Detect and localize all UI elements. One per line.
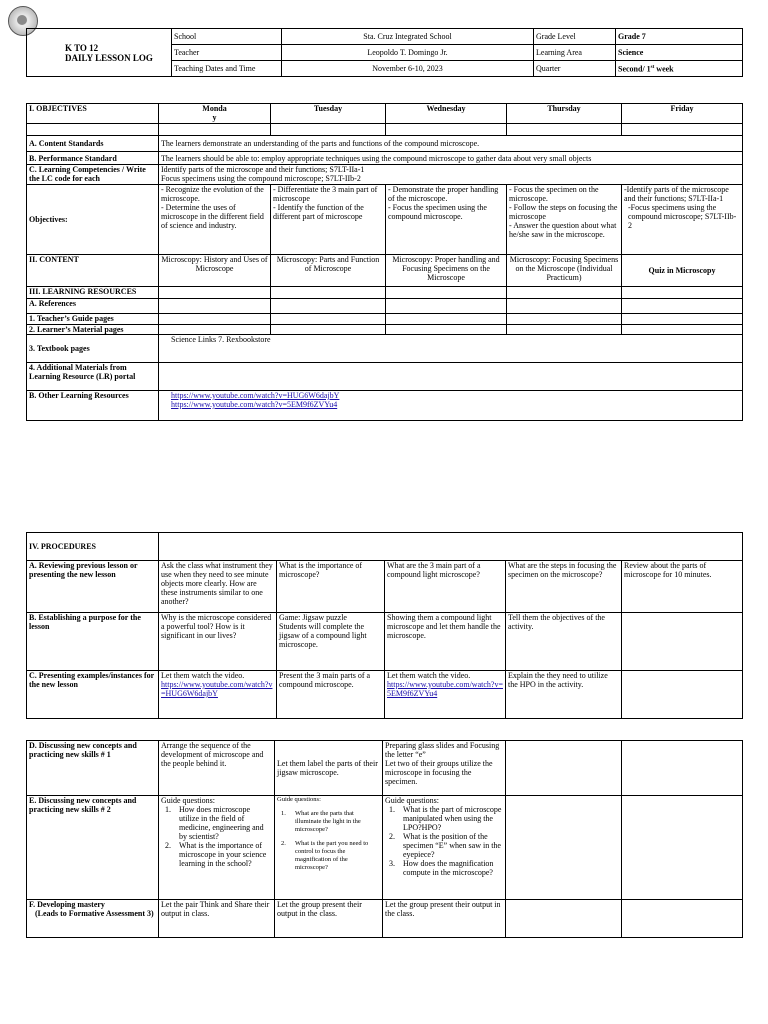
day-monday: Monda y [159,104,271,124]
reviewing-wednesday: What are the 3 main part of a compound light microscope? [385,561,506,613]
objectives-wednesday: - Demonstrate the proper handling of the microscope. - Focus the specimen using the compound microscope. [386,185,507,255]
developing-mastery-label: F. Developing mastery (Leads to Formative Assessment 3) [27,900,159,938]
discussing-2-tuesday: Guide questions: 1. What are the parts that illuminate the light in the microscope? 2. What is the part you need to control to focus the magnification of the microscope? [275,796,383,900]
learning-competencies-value: Identify parts of the microscope and their functions; S7LT-IIa-1 Focus specimens using the compound microscope; S7LT-IIb-2 [159,165,743,185]
purpose-wednesday: Showing them a compound light microscope and let them handle the microscope. [385,613,506,671]
purpose-label: B. Establishing a purpose for the lesson [27,613,159,671]
teachers-guide-label: 1. Teacher’s Guide pages [27,314,159,325]
reviewing-tuesday: What is the importance of microscope? [277,561,385,613]
dates-label: Teaching Dates and Time [172,61,282,77]
log-title-line1: K TO 12 [65,42,99,53]
learning-competencies-label: C. Learning Competencies / Write the LC code for each [27,165,159,185]
objectives-label: Objectives: [27,185,159,255]
mastery-monday: Let the pair Think and Share their output in class. [159,900,275,938]
discussing-2-wednesday: Guide questions: 1. What is the part of microscope manipulated when using the LPO?HPO? 2. What is the position of the specimen “E” when saw in the eyepiece? 3. How does the magnification compute in the microscope? [383,796,506,900]
day-thursday: Thursday [507,104,622,124]
mastery-tuesday: Let the group present their output in the class. [275,900,383,938]
discussing-2-monday: Guide questions: 1. How does microscope utilize in the field of medicine, engineering and by scientist? 2. What is the importance of microscope in your science learning in the school? [159,796,275,900]
content-thursday: Microscopy: Focusing Specimens on the Microscope (Individual Practicum) [507,255,622,287]
dates-value: November 6-10, 2023 [282,61,534,77]
quarter-value: Second/ 1st week [616,61,743,77]
log-title-line2: DAILY LESSON LOG [65,52,153,63]
purpose-monday: Why is the microscope considered a powerful tool? How is it significant in our lives? [159,613,277,671]
reviewing-friday: Review about the parts of microscope for 10 minutes. [622,561,743,613]
content-label: II. CONTENT [27,255,159,287]
objectives-table [26,103,743,421]
content-friday: Quiz in Microscopy [622,255,743,287]
video-link-wednesday[interactable]: https://www.youtube.com/watch?v=5EM9f6ZVYu4 [387,680,503,698]
purpose-tuesday: Game: Jigsaw puzzle Students will complete the jigsaw of a compound light microscope. [277,613,385,671]
discussing-1-monday: Arrange the sequence of the development of microscope and the people behind it. [159,741,275,796]
performance-standard-label: B. Performance Standard [27,152,159,165]
content-monday: Microscopy: History and Uses of Microscope [159,255,271,287]
textbook-pages-label: 3. Textbook pages [27,335,159,363]
video-link-monday[interactable]: https://www.youtube.com/watch?v=HUG6W6dajbY [161,680,273,698]
references-label: A. References [27,299,159,314]
procedures-table [26,532,743,719]
resource-link-1[interactable]: https://www.youtube.com/watch?v=HUG6W6dajbY [171,391,340,400]
day-tuesday: Tuesday [271,104,386,124]
discussing-2-label: E. Discussing new concepts and practicing new skills # 2 [27,796,159,900]
header-table [26,28,743,77]
discussing-1-tuesday: Let them label the parts of their jigsaw microscope. [275,741,383,796]
discussing-1-label: D. Discussing new concepts and practicing new skills # 1 [27,741,159,796]
resource-link-2[interactable]: https://www.youtube.com/watch?v=5EM9f6ZVYu4 [171,400,338,409]
presenting-tuesday: Present the 3 main parts of a compound microscope. [277,671,385,719]
school-value: Sta. Cruz Integrated School [282,29,534,45]
content-standards-value: The learners demonstrate an understanding of the parts and functions of the compound microscope. [159,136,743,152]
objectives-tuesday: - Differentiate the 3 main part of microscope - Identify the function of the different part of microscope [271,185,386,255]
grade-level-label: Grade Level [534,29,616,45]
school-label: School [172,29,282,45]
learning-area-label: Learning Area [534,45,616,61]
content-standards-label: A. Content Standards [27,136,159,152]
presenting-examples-label: C. Presenting examples/instances for the new lesson [27,671,159,719]
day-wednesday: Wednesday [386,104,507,124]
objectives-friday: -Identify parts of the microscope and their functions; S7LT-IIa-1 -Focus specimens using the compound microscope; S7LT-IIb-2 [622,185,743,255]
presenting-thursday: Explain the they need to utilize the HPO in the activity. [506,671,622,719]
purpose-thursday: Tell them the objectives of the activity. [506,613,622,671]
other-resources-links [159,391,743,421]
grade-level-value: Grade 7 [616,29,743,45]
day-friday: Friday [622,104,743,124]
other-resources-label: B. Other Learning Resources [27,391,159,421]
additional-materials-label: 4. Additional Materials from Learning Resource (LR) portal [27,363,159,391]
content-tuesday: Microscopy: Parts and Function of Microscope [271,255,386,287]
content-wednesday: Microscopy: Proper handling and Focusing Specimens on the Microscope [386,255,507,287]
presenting-monday: Let them watch the video. https://www.youtube.com/watch?v=HUG6W6dajbY [159,671,277,719]
learners-material-label: 2. Learner’s Material pages [27,325,159,335]
discussing-1-wednesday: Preparing glass slides and Focusing the letter “e” Let two of their groups utilize the microscope in focusing the specimen. [383,741,506,796]
performance-standard-value: The learners should be able to: employ appropriate techniques using the compound microscope to gather data about very small objects [159,152,743,165]
procedures-section-label: IV. PROCEDURES [27,533,159,561]
procedures-table-continued [26,740,743,938]
reviewing-label: A. Reviewing previous lesson or presenting the new lesson [27,561,159,613]
objectives-section-label: I. OBJECTIVES [27,104,159,124]
quarter-label: Quarter [534,61,616,77]
objectives-monday: - Recognize the evolution of the microscope. - Determine the uses of microscope in the different field of science and industry. [159,185,271,255]
mastery-wednesday: Let the group present their output in the class. [383,900,506,938]
presenting-wednesday: Let them watch the video. https://www.youtube.com/watch?v=5EM9f6ZVYu4 [385,671,506,719]
textbook-pages-value: Science Links 7. Rexbookstore [159,335,743,363]
teacher-label: Teacher [172,45,282,61]
objectives-thursday: - Focus the specimen on the microscope. - Follow the steps on focusing the microscope - Answer the question about what he/she saw in the microscope. [507,185,622,255]
teacher-value: Leopoldo T. Domingo Jr. [282,45,534,61]
learning-resources-label: III. LEARNING RESOURCES [27,287,159,299]
reviewing-thursday: What are the steps in focusing the specimen on the microscope? [506,561,622,613]
learning-area-value: Science [616,45,743,61]
reviewing-monday: Ask the class what instrument they use when they need to see minute objects more clearly. How are these instruments similar to one another? [159,561,277,613]
